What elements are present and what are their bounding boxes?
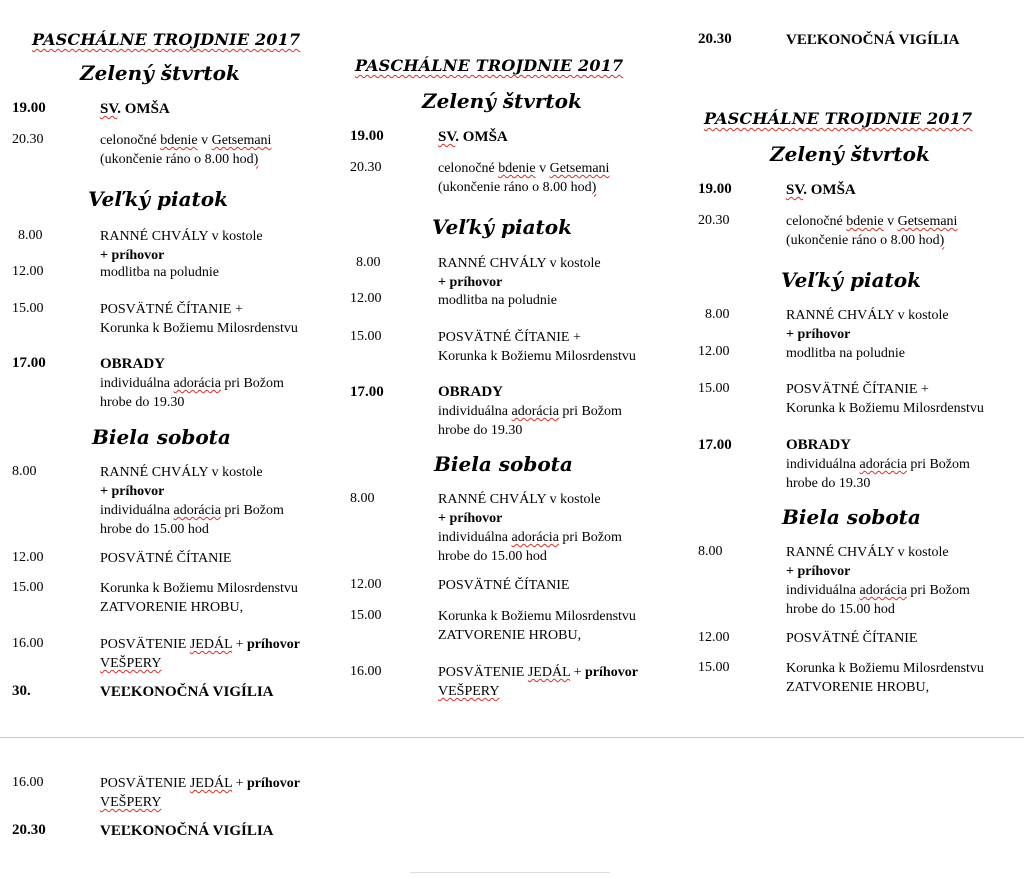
schedule-title: PASCHÁLNE TROJDNIE 2017	[355, 56, 624, 75]
event-description: VEĽKONOČNÁ VIGÍLIA	[100, 823, 274, 839]
event-description: celonočné bdenie v Getsemani (ukončenie ráno o 8.00 hod)	[438, 161, 610, 195]
event-description: POSVÄTNÉ ČÍTANIE + Korunka k Božiemu Milosrdenstvu	[100, 302, 298, 336]
event-time: 19.00	[12, 100, 46, 116]
schedule-title: PASCHÁLNE TROJDNIE 2017	[704, 109, 973, 128]
event-description: RANNÉ CHVÁLY v kostole + príhovor individuálna adorácia pri Božom hrobe do 15.00 hod	[786, 545, 970, 617]
event-time: 16.00	[12, 775, 44, 790]
event-description: POSVÄTENIE JEDÁL + príhovor VEŠPERY	[100, 637, 300, 671]
event-description: celonočné bdenie v Getsemani (ukončenie ráno o 8.00 hod)	[786, 214, 958, 248]
event-description: RANNÉ CHVÁLY v kostole + príhovor individuálna adorácia pri Božom hrobe do 15.00 hod	[438, 492, 622, 564]
day-heading-thursday: Zelený štvrtok	[80, 61, 240, 85]
day-heading-thursday: Zelený štvrtok	[770, 142, 930, 166]
event-description: Korunka k Božiemu Milosrdenstvu ZATVORENIE HROBU,	[100, 581, 298, 615]
event-time: 16.00	[12, 636, 44, 651]
day-heading-friday: Veľký piatok	[88, 187, 228, 211]
event-time: 8.00	[12, 464, 37, 479]
event-time: 12.00	[350, 291, 382, 306]
event-description: POSVÄTENIE JEDÁL + príhovor VEŠPERY	[438, 665, 638, 699]
event-description: RANNÉ CHVÁLY v kostole + príhovor individuálna adorácia pri Božom hrobe do 15.00 hod	[100, 465, 284, 537]
event-description: RANNÉ CHVÁLY v kostole + príhovor	[786, 308, 949, 342]
day-heading-friday: Veľký piatok	[781, 268, 921, 292]
day-heading-saturday: Biela sobota	[782, 505, 921, 529]
event-description: POSVÄTNÉ ČÍTANIE + Korunka k Božiemu Milosrdenstvu	[786, 382, 984, 416]
event-description: modlitba na poludnie	[100, 265, 219, 280]
event-time: 15.00	[350, 608, 382, 623]
event-description: celonočné bdenie v Getsemani (ukončenie ráno o 8.00 hod)	[100, 133, 272, 167]
event-description: modlitba na poludnie	[786, 346, 905, 361]
day-heading-thursday: Zelený štvrtok	[422, 89, 582, 113]
page-divider	[0, 737, 1024, 738]
event-time: 8.00	[350, 491, 375, 506]
event-time: 17.00	[12, 355, 46, 371]
event-time: 15.00	[12, 580, 44, 595]
event-description: POSVÄTNÉ ČÍTANIE + Korunka k Božiemu Milosrdenstvu	[438, 330, 636, 364]
event-description: Korunka k Božiemu Milosrdenstvu ZATVORENIE HROBU,	[438, 609, 636, 643]
event-time: 20.30	[12, 132, 44, 147]
event-description: VEĽKONOČNÁ VIGÍLIA	[100, 684, 274, 700]
event-time: 19.00	[350, 128, 384, 144]
event-description: POSVÄTENIE JEDÁL + príhovor VEŠPERY	[100, 776, 300, 810]
event-time: 20.30	[698, 31, 732, 47]
event-description: modlitba na poludnie	[438, 293, 557, 308]
event-time: 8.00	[698, 544, 723, 559]
event-description: POSVÄTNÉ ČÍTANIE	[786, 631, 918, 646]
event-time: 30.	[12, 683, 31, 699]
event-time: 17.00	[350, 384, 384, 400]
event-description: Korunka k Božiemu Milosrdenstvu ZATVORENIE HROBU,	[786, 661, 984, 695]
event-time: 20.30	[350, 160, 382, 175]
event-description: OBRADY individuálna adorácia pri Božom hrobe do 19.30	[100, 356, 284, 410]
event-description: SV. OMŠA	[100, 101, 170, 117]
event-time: 15.00	[350, 329, 382, 344]
event-time: 12.00	[350, 577, 382, 592]
event-time: 8.00	[705, 307, 730, 322]
event-description: SV. OMŠA	[438, 129, 508, 145]
event-description: OBRADY individuálna adorácia pri Božom hrobe do 19.30	[786, 437, 970, 491]
event-time: 17.00	[698, 437, 732, 453]
event-time: 12.00	[698, 344, 730, 359]
event-description: VEĽKONOČNÁ VIGÍLIA	[786, 32, 960, 48]
event-description: POSVÄTNÉ ČÍTANIE	[438, 578, 570, 593]
event-description: OBRADY individuálna adorácia pri Božom hrobe do 19.30	[438, 384, 622, 438]
event-time: 12.00	[698, 630, 730, 645]
event-description: POSVÄTNÉ ČÍTANIE	[100, 551, 232, 566]
event-description: SV. OMŠA	[786, 182, 856, 198]
event-time: 12.00	[12, 550, 44, 565]
day-heading-saturday: Biela sobota	[92, 425, 231, 449]
event-time: 19.00	[698, 181, 732, 197]
day-heading-friday: Veľký piatok	[432, 215, 572, 239]
event-time: 15.00	[12, 301, 44, 316]
event-time: 20.30	[698, 213, 730, 228]
event-time: 8.00	[18, 228, 43, 243]
schedule-title: PASCHÁLNE TROJDNIE 2017	[32, 30, 301, 49]
event-time: 20.30	[12, 822, 46, 838]
event-time: 16.00	[350, 664, 382, 679]
day-heading-saturday: Biela sobota	[434, 452, 573, 476]
event-time: 15.00	[698, 660, 730, 675]
event-description: RANNÉ CHVÁLY v kostole + príhovor	[438, 256, 601, 290]
event-time: 8.00	[356, 255, 381, 270]
event-description: RANNÉ CHVÁLY v kostole + príhovor	[100, 229, 263, 263]
event-time: 15.00	[698, 381, 730, 396]
event-time: 12.00	[12, 264, 44, 279]
